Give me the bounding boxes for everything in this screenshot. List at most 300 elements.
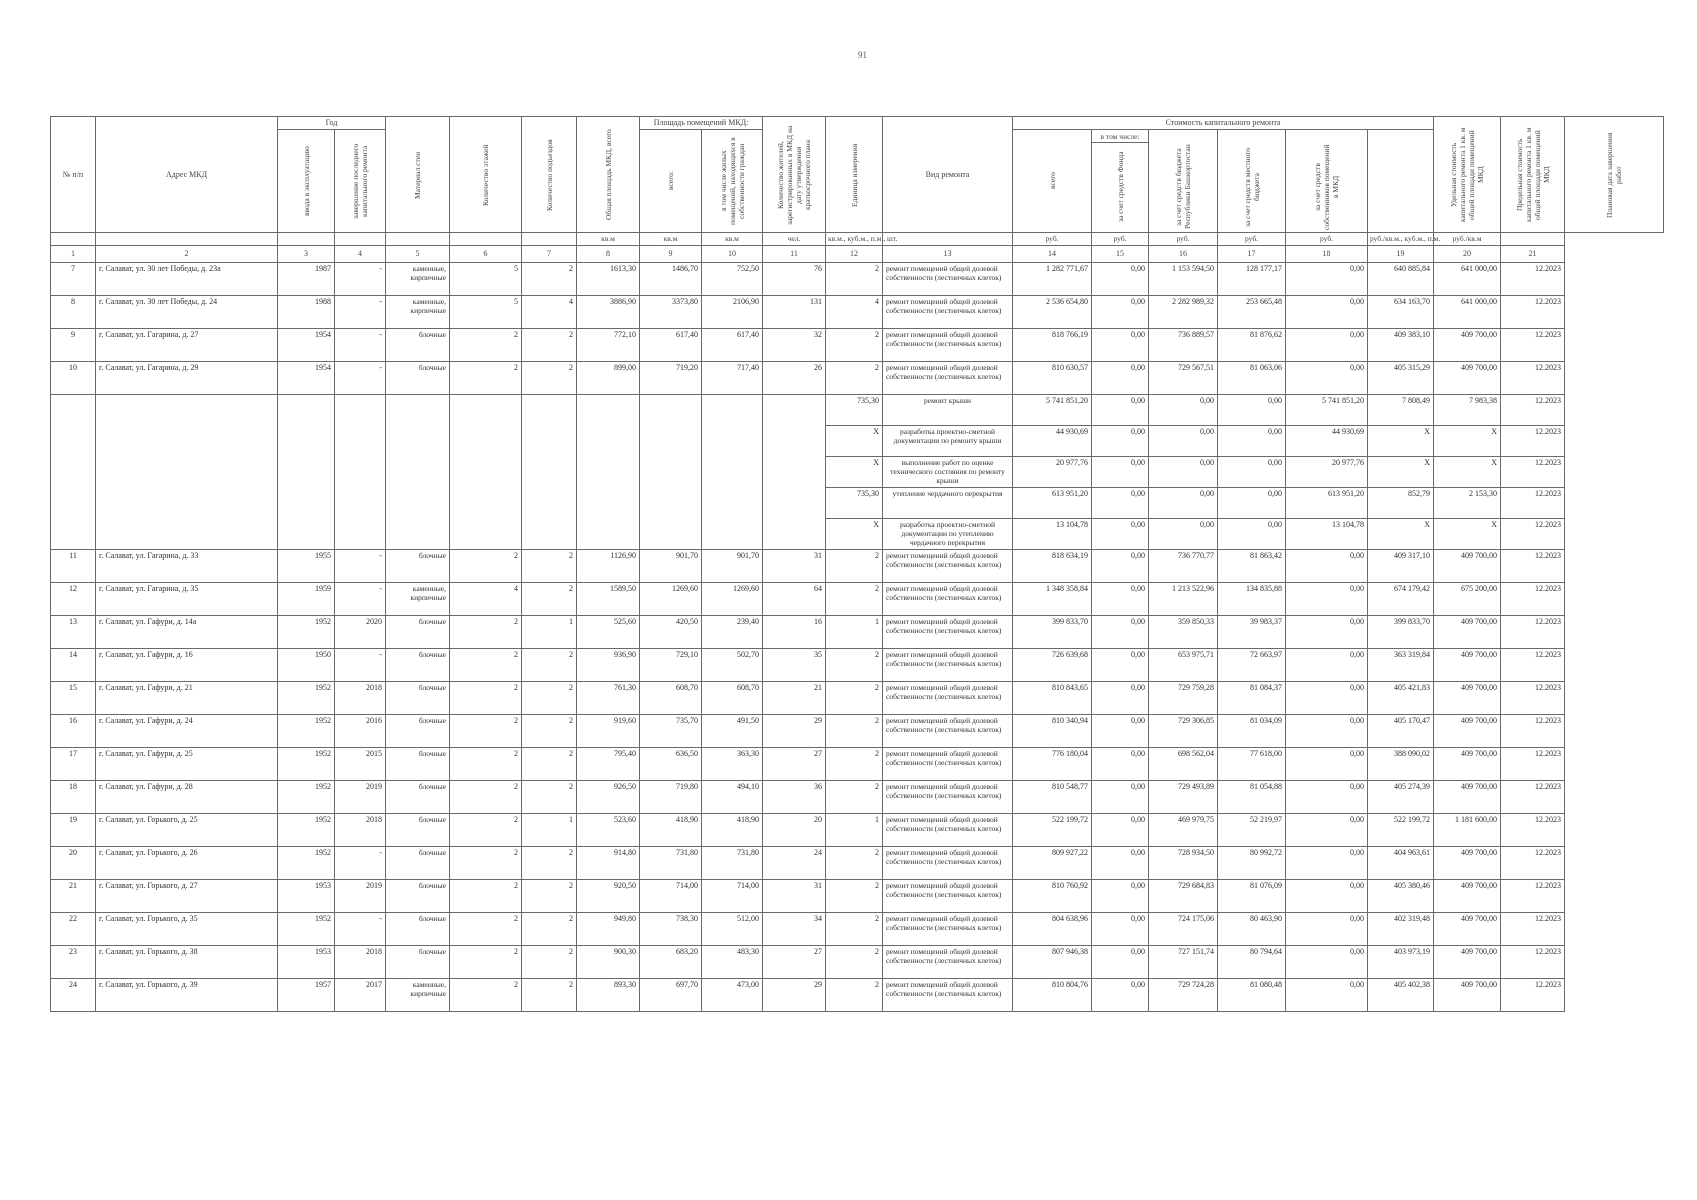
row-wall-material: блочные (386, 329, 450, 362)
row-deadline: 12.2023 (1501, 814, 1565, 847)
row-repair-type: ремонт помещений общей долевой собственности (лестничных клеток) (883, 979, 1013, 1012)
row-year-commission: 1952 (278, 748, 335, 781)
row-total-area: 795,40 (577, 748, 640, 781)
row-repair-type: ремонт помещений общей долевой собственности (лестничных клеток) (883, 847, 1013, 880)
row-residents: 35 (763, 649, 826, 682)
row-unit: 2 (826, 550, 883, 583)
row-year-commission: 1952 (278, 781, 335, 814)
row-area-residential: 239,40 (702, 616, 763, 649)
row-deadline: 12.2023 (1501, 748, 1565, 781)
row-cost-fund: 0,00 (1092, 781, 1149, 814)
row-repair-type: ремонт помещений общей долевой собственности (лестничных клеток) (883, 781, 1013, 814)
column-number-cell: 1 (51, 246, 96, 263)
row-deadline: 12.2023 (1501, 519, 1565, 550)
row-year-commission: 1952 (278, 913, 335, 946)
row-area-all: 1486,70 (640, 263, 702, 296)
row-year-commission: 1952 (278, 847, 335, 880)
row-area-residential: 1269,60 (702, 583, 763, 616)
row-year-commission: 1950 (278, 649, 335, 682)
row-max-cost: 409 700,00 (1434, 880, 1501, 913)
table-row (51, 550, 1664, 583)
row-address: г. Салават, ул. Гафури, д. 24 (96, 715, 278, 748)
row-number: 19 (51, 814, 96, 847)
row-repair-type: ремонт помещений общей долевой собственности (лестничных клеток) (883, 748, 1013, 781)
row-wall-material: блочные (386, 946, 450, 979)
row-total-area: 1126,90 (577, 550, 640, 583)
empty-cell (278, 488, 335, 519)
row-area-all: 714,00 (640, 880, 702, 913)
unit-cell (96, 233, 278, 246)
row-residents: 27 (763, 946, 826, 979)
row-cost-total: 818 766,19 (1013, 329, 1092, 362)
row-repair-type: ремонт помещений общей долевой собственности (лестничных клеток) (883, 649, 1013, 682)
unit-cell: кв.м., куб.м., п.м., шт. (826, 233, 883, 246)
empty-cell (577, 519, 640, 550)
row-unit: 2 (826, 880, 883, 913)
row-wall-material: блочные (386, 847, 450, 880)
row-cost-republic: 728 934,50 (1149, 847, 1218, 880)
row-max-cost: 409 700,00 (1434, 847, 1501, 880)
row-unit: 2 (826, 946, 883, 979)
row-floors: 2 (450, 748, 522, 781)
row-entrances: 2 (522, 946, 577, 979)
empty-cell (96, 519, 278, 550)
empty-cell (577, 488, 640, 519)
row-unit: 2 (826, 847, 883, 880)
empty-cell (51, 519, 96, 550)
column-number-cell: 2 (96, 246, 278, 263)
column-number-cell: 13 (883, 246, 1013, 263)
row-number: 14 (51, 649, 96, 682)
empty-cell (335, 488, 386, 519)
table-sub-row (51, 457, 1664, 488)
row-number: 12 (51, 583, 96, 616)
row-cost-owners: 0,00 (1286, 979, 1368, 1012)
row-cost-owners: 0,00 (1286, 748, 1368, 781)
row-area-all: 901,70 (640, 550, 702, 583)
unit-cell: руб. (1149, 233, 1218, 246)
row-repair-type: ремонт помещений общей долевой собственности (лестничных клеток) (883, 715, 1013, 748)
unit-cell: руб. (1013, 233, 1092, 246)
row-repair-type: ремонт помещений общей долевой собственности (лестничных клеток) (883, 814, 1013, 847)
row-cost-republic: 729 493,89 (1149, 781, 1218, 814)
row-specific-cost: 409 383,10 (1368, 329, 1434, 362)
column-number-cell: 3 (278, 246, 335, 263)
row-unit: 2 (826, 748, 883, 781)
row-cost-fund: 0,00 (1092, 395, 1149, 426)
header-cost-group: Стоимость капитального ремонта (1013, 117, 1434, 130)
row-deadline: 12.2023 (1501, 979, 1565, 1012)
row-unit: 2 (826, 682, 883, 715)
empty-cell (702, 488, 763, 519)
row-area-all: 683,20 (640, 946, 702, 979)
row-floors: 2 (450, 715, 522, 748)
row-cost-fund: 0,00 (1092, 583, 1149, 616)
row-entrances: 2 (522, 913, 577, 946)
row-area-all: 608,70 (640, 682, 702, 715)
column-number-cell: 6 (450, 246, 522, 263)
row-address: г. Салават, ул. Гагарина, д. 29 (96, 362, 278, 395)
table-header (51, 117, 1664, 263)
row-cost-fund: 0,00 (1092, 979, 1149, 1012)
empty-cell (522, 488, 577, 519)
empty-cell (702, 395, 763, 426)
empty-cell (51, 457, 96, 488)
row-address: г. Салават, ул. 30 лет Победы, д. 23а (96, 263, 278, 296)
row-cost-owners: 5 741 851,20 (1286, 395, 1368, 426)
row-total-area: 523,60 (577, 814, 640, 847)
row-cost-owners: 20 977,76 (1286, 457, 1368, 488)
row-max-cost: 1 181 600,00 (1434, 814, 1501, 847)
row-wall-material: блочные (386, 748, 450, 781)
row-year-last-repair: 2019 (335, 880, 386, 913)
row-specific-cost: 405 380,46 (1368, 880, 1434, 913)
row-unit: X (826, 519, 883, 550)
header-wall-material: Материал стен (413, 150, 423, 199)
table-row (51, 946, 1664, 979)
column-number-cell: 18 (1286, 246, 1368, 263)
unit-cell (386, 233, 450, 246)
row-deadline: 12.2023 (1501, 583, 1565, 616)
row-address: г. Салават, ул. Гафури, д. 28 (96, 781, 278, 814)
row-cost-fund: 0,00 (1092, 880, 1149, 913)
row-total-area: 772,10 (577, 329, 640, 362)
row-cost-local: 81 863,42 (1218, 550, 1286, 583)
row-specific-cost: 404 963,61 (1368, 847, 1434, 880)
row-deadline: 12.2023 (1501, 362, 1565, 395)
row-area-residential: 2106,90 (702, 296, 763, 329)
unit-cell: чел. (763, 233, 826, 246)
row-cost-republic: 729 306,85 (1149, 715, 1218, 748)
row-entrances: 2 (522, 748, 577, 781)
row-total-area: 899,00 (577, 362, 640, 395)
empty-cell (522, 395, 577, 426)
row-total-area: 761,30 (577, 682, 640, 715)
row-total-area: 936,90 (577, 649, 640, 682)
row-cost-total: 804 638,96 (1013, 913, 1092, 946)
row-unit: 2 (826, 649, 883, 682)
row-cost-total: 810 548,77 (1013, 781, 1092, 814)
unit-cell: кв.м (640, 233, 702, 246)
row-deadline: 12.2023 (1501, 296, 1565, 329)
row-max-cost: X (1434, 519, 1501, 550)
row-cost-fund: 0,00 (1092, 847, 1149, 880)
row-cost-fund: 0,00 (1092, 263, 1149, 296)
row-cost-owners: 0,00 (1286, 616, 1368, 649)
row-repair-type: утепление чердачного перекрытия (883, 488, 1013, 519)
row-number: 23 (51, 946, 96, 979)
row-cost-total: 809 927,22 (1013, 847, 1092, 880)
row-residents: 16 (763, 616, 826, 649)
table-sub-row (51, 488, 1664, 519)
row-cost-republic: 2 282 989,32 (1149, 296, 1218, 329)
row-number: 20 (51, 847, 96, 880)
row-residents: 29 (763, 715, 826, 748)
empty-cell (522, 426, 577, 457)
row-residents: 76 (763, 263, 826, 296)
table-row (51, 296, 1664, 329)
row-year-last-repair: - (335, 550, 386, 583)
table-sub-row (51, 395, 1664, 426)
row-wall-material: блочные (386, 814, 450, 847)
row-entrances: 2 (522, 682, 577, 715)
row-total-area: 926,50 (577, 781, 640, 814)
header-year-commission: ввода в эксплуатацию (301, 146, 311, 216)
row-cost-total: 2 536 654,80 (1013, 296, 1092, 329)
row-area-all: 3373,80 (640, 296, 702, 329)
empty-cell (96, 395, 278, 426)
row-number: 7 (51, 263, 96, 296)
row-address: г. Салават, ул. 30 лет Победы, д. 24 (96, 296, 278, 329)
row-cost-total: 810 340,94 (1013, 715, 1092, 748)
row-area-all: 735,70 (640, 715, 702, 748)
row-cost-fund: 0,00 (1092, 649, 1149, 682)
unit-cell (335, 233, 386, 246)
row-specific-cost: 388 090,02 (1368, 748, 1434, 781)
row-year-commission: 1959 (278, 583, 335, 616)
row-floors: 4 (450, 583, 522, 616)
table-row (51, 979, 1664, 1012)
row-area-all: 636,50 (640, 748, 702, 781)
column-number-cell: 9 (640, 246, 702, 263)
row-specific-cost: 405 421,83 (1368, 682, 1434, 715)
table-row (51, 329, 1664, 362)
row-unit: 4 (826, 296, 883, 329)
column-number-cell: 4 (335, 246, 386, 263)
empty-cell (335, 395, 386, 426)
row-address: г. Салават, ул. Горького, д. 27 (96, 880, 278, 913)
row-specific-cost: 640 885,84 (1368, 263, 1434, 296)
unit-cell: руб./кв.м., куб.м., п.м. (1368, 233, 1434, 246)
column-number-cell: 10 (702, 246, 763, 263)
row-area-all: 729,10 (640, 649, 702, 682)
row-entrances: 2 (522, 847, 577, 880)
row-cost-total: 522 199,72 (1013, 814, 1092, 847)
column-number-cell: 12 (826, 246, 883, 263)
row-cost-local: 81 080,48 (1218, 979, 1286, 1012)
row-residents: 131 (763, 296, 826, 329)
empty-cell (640, 519, 702, 550)
row-cost-total: 1 282 771,67 (1013, 263, 1092, 296)
column-number-cell: 7 (522, 246, 577, 263)
row-cost-local: 0,00 (1218, 457, 1286, 488)
row-residents: 32 (763, 329, 826, 362)
row-year-last-repair: 2019 (335, 781, 386, 814)
empty-cell (702, 519, 763, 550)
row-total-area: 914,80 (577, 847, 640, 880)
row-cost-republic: 736 770,77 (1149, 550, 1218, 583)
row-residents: 24 (763, 847, 826, 880)
table-row (51, 880, 1664, 913)
row-cost-local: 80 794,64 (1218, 946, 1286, 979)
row-residents: 36 (763, 781, 826, 814)
header-entrances: Количество подъездов (544, 138, 554, 211)
row-deadline: 12.2023 (1501, 263, 1565, 296)
empty-cell (763, 395, 826, 426)
empty-cell (51, 488, 96, 519)
row-cost-owners: 44 930,69 (1286, 426, 1368, 457)
row-deadline: 12.2023 (1501, 329, 1565, 362)
row-year-last-repair: 2018 (335, 682, 386, 715)
empty-cell (640, 457, 702, 488)
row-max-cost: 409 700,00 (1434, 550, 1501, 583)
row-unit: 2 (826, 913, 883, 946)
table-row (51, 847, 1664, 880)
row-area-residential: 717,40 (702, 362, 763, 395)
row-repair-type: ремонт помещений общей долевой собственности (лестничных клеток) (883, 550, 1013, 583)
row-area-residential: 418,90 (702, 814, 763, 847)
row-cost-local: 81 876,62 (1218, 329, 1286, 362)
row-year-last-repair: - (335, 362, 386, 395)
table-sub-row (51, 519, 1664, 550)
table-row (51, 682, 1664, 715)
header-address: Адрес МКД (96, 117, 278, 233)
empty-cell (640, 426, 702, 457)
row-address: г. Салават, ул. Гафури, д. 21 (96, 682, 278, 715)
row-cost-owners: 0,00 (1286, 329, 1368, 362)
row-address: г. Салават, ул. Горького, д. 38 (96, 946, 278, 979)
row-cost-total: 810 760,92 (1013, 880, 1092, 913)
row-wall-material: блочные (386, 682, 450, 715)
row-cost-republic: 0,00 (1149, 457, 1218, 488)
row-cost-fund: 0,00 (1092, 296, 1149, 329)
table-row (51, 913, 1664, 946)
row-area-residential: 731,80 (702, 847, 763, 880)
row-cost-republic: 729 684,83 (1149, 880, 1218, 913)
row-number: 22 (51, 913, 96, 946)
row-area-residential: 901,70 (702, 550, 763, 583)
row-max-cost: 409 700,00 (1434, 682, 1501, 715)
row-year-commission: 1954 (278, 329, 335, 362)
row-deadline: 12.2023 (1501, 913, 1565, 946)
row-area-all: 1269,60 (640, 583, 702, 616)
row-cost-republic: 724 175,06 (1149, 913, 1218, 946)
row-entrances: 2 (522, 781, 577, 814)
row-number: 21 (51, 880, 96, 913)
row-number: 8 (51, 296, 96, 329)
empty-cell (278, 426, 335, 457)
row-cost-owners: 0,00 (1286, 649, 1368, 682)
table-row (51, 748, 1664, 781)
row-cost-republic: 469 979,75 (1149, 814, 1218, 847)
empty-cell (386, 426, 450, 457)
row-wall-material: каменные, кирпичные (386, 263, 450, 296)
header-area-residential: в том числе жилых помещений, находящихся в собственности граждан (718, 137, 746, 225)
row-address: г. Салават, ул. Горького, д. 35 (96, 913, 278, 946)
row-unit: 2 (826, 263, 883, 296)
row-deadline: 12.2023 (1501, 847, 1565, 880)
row-wall-material: блочные (386, 715, 450, 748)
header-area-all: всего: (666, 171, 676, 191)
row-year-commission: 1952 (278, 715, 335, 748)
row-cost-owners: 0,00 (1286, 362, 1368, 395)
row-number: 13 (51, 616, 96, 649)
row-unit: 1 (826, 814, 883, 847)
row-number: 16 (51, 715, 96, 748)
row-cost-total: 818 634,19 (1013, 550, 1092, 583)
row-wall-material: блочные (386, 781, 450, 814)
unit-cell: руб. (1092, 233, 1149, 246)
empty-cell (450, 488, 522, 519)
row-cost-total: 13 104,78 (1013, 519, 1092, 550)
row-cost-total: 613 951,20 (1013, 488, 1092, 519)
row-wall-material: каменные, кирпичные (386, 296, 450, 329)
row-year-last-repair: 2017 (335, 979, 386, 1012)
row-year-last-repair: 2016 (335, 715, 386, 748)
row-address: г. Салават, ул. Горького, д. 26 (96, 847, 278, 880)
row-specific-cost: 405 315,29 (1368, 362, 1434, 395)
column-number-cell: 17 (1218, 246, 1286, 263)
row-specific-cost: 634 163,70 (1368, 296, 1434, 329)
empty-cell (577, 457, 640, 488)
row-wall-material: блочные (386, 649, 450, 682)
capital-repair-table-container (50, 116, 1664, 1012)
column-number-cell: 19 (1368, 246, 1434, 263)
row-year-last-repair: 2018 (335, 814, 386, 847)
column-number-cell: 15 (1092, 246, 1149, 263)
row-total-area: 1589,50 (577, 583, 640, 616)
units-row (51, 233, 1664, 246)
empty-cell (96, 488, 278, 519)
row-cost-republic: 736 889,57 (1149, 329, 1218, 362)
row-specific-cost: X (1368, 457, 1434, 488)
row-cost-fund: 0,00 (1092, 457, 1149, 488)
row-floors: 2 (450, 913, 522, 946)
row-specific-cost: 405 170,47 (1368, 715, 1434, 748)
row-address: г. Салават, ул. Гафури, д. 16 (96, 649, 278, 682)
row-wall-material: каменные, кирпичные (386, 979, 450, 1012)
row-area-all: 420,50 (640, 616, 702, 649)
row-number: 9 (51, 329, 96, 362)
row-repair-type: ремонт помещений общей долевой собственности (лестничных клеток) (883, 362, 1013, 395)
row-area-residential: 617,40 (702, 329, 763, 362)
row-cost-total: 810 843,65 (1013, 682, 1092, 715)
row-cost-local: 72 663,97 (1218, 649, 1286, 682)
row-cost-total: 20 977,76 (1013, 457, 1092, 488)
row-cost-republic: 0,00 (1149, 488, 1218, 519)
row-residents: 64 (763, 583, 826, 616)
row-deadline: 12.2023 (1501, 682, 1565, 715)
empty-cell (386, 488, 450, 519)
row-cost-fund: 0,00 (1092, 616, 1149, 649)
row-repair-type: ремонт помещений общей долевой собственности (лестничных клеток) (883, 329, 1013, 362)
empty-cell (96, 457, 278, 488)
empty-cell (450, 426, 522, 457)
row-cost-total: 44 930,69 (1013, 426, 1092, 457)
row-floors: 2 (450, 880, 522, 913)
row-cost-fund: 0,00 (1092, 362, 1149, 395)
header-cost-incl: в том числе: (1092, 132, 1148, 143)
row-address: г. Салават, ул. Гагарина, д. 35 (96, 583, 278, 616)
row-cost-owners: 0,00 (1286, 682, 1368, 715)
row-year-commission: 1987 (278, 263, 335, 296)
row-floors: 2 (450, 329, 522, 362)
row-cost-fund: 0,00 (1092, 550, 1149, 583)
column-number-cell: 21 (1501, 246, 1565, 263)
row-year-last-repair: 2015 (335, 748, 386, 781)
row-cost-republic: 0,00 (1149, 395, 1218, 426)
header-max-cost: Предельная стоимость капитального ремонта 1 кв. м общей площади помещений МКД (1514, 127, 1551, 222)
row-area-residential: 483,30 (702, 946, 763, 979)
row-wall-material: блочные (386, 880, 450, 913)
row-repair-type: разработка проектно-сметной документации по утеплению чердачного перекрытия (883, 519, 1013, 550)
row-cost-republic: 653 975,71 (1149, 649, 1218, 682)
unit-cell (51, 233, 96, 246)
row-max-cost: 409 700,00 (1434, 362, 1501, 395)
row-deadline: 12.2023 (1501, 488, 1565, 519)
row-entrances: 2 (522, 649, 577, 682)
row-max-cost: 641 000,00 (1434, 296, 1501, 329)
